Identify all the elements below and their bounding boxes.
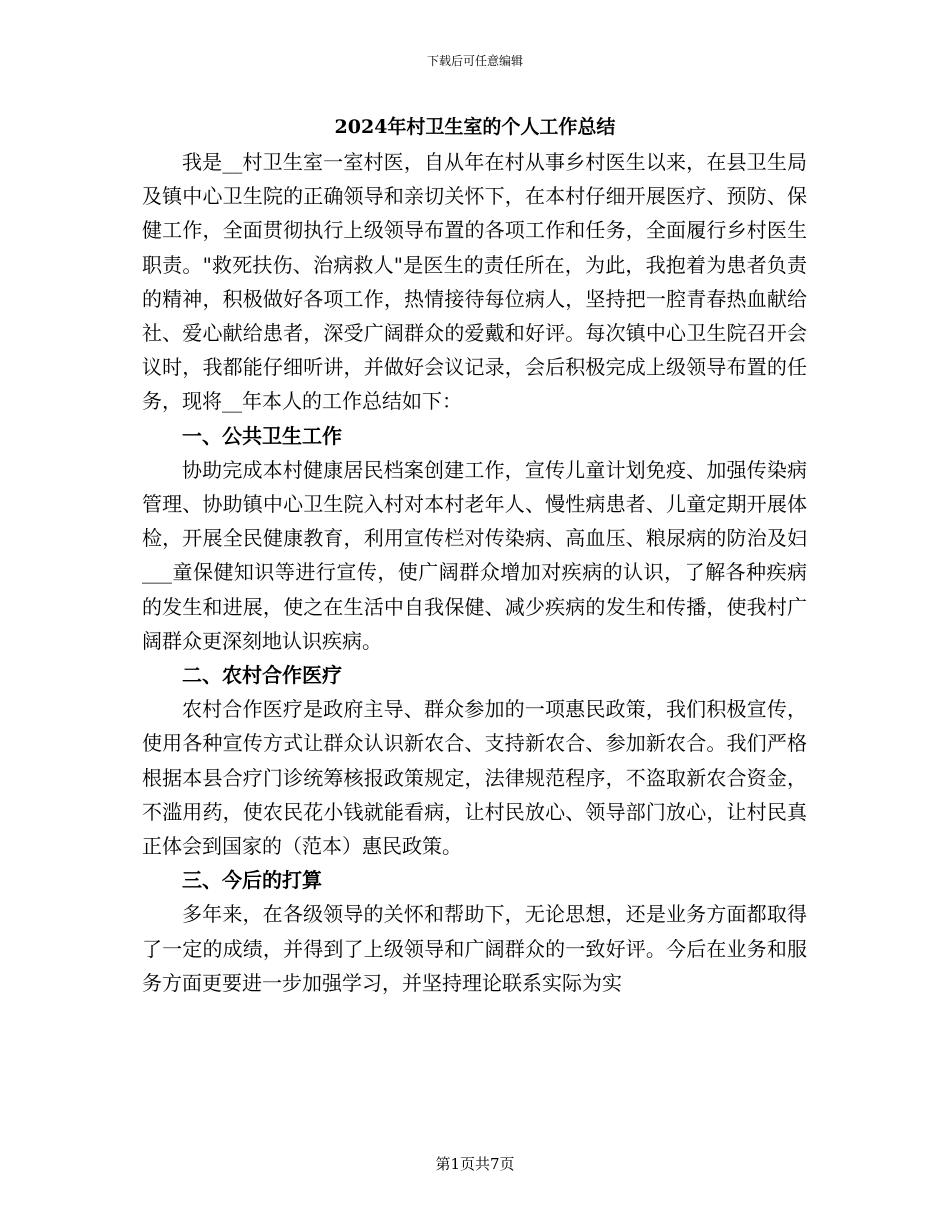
page-number: 第1页共7页 <box>435 1155 515 1173</box>
section-body-public-health: 协助完成本村健康居民档案创建工作，宣传儿童计划免疫、加强传染病管理、协助镇中心卫生院入村对本村老年人、慢性病患者、儿童定期开展体检，开展全民健康教育，利用宣传栏对传染病、高血压、粮尿病的防治及妇___童保健知识等进行宣传，使广阔群众增加对疾病的认识，了解各种疾病的发生和进展，使之在生活中自我保健、减少疾病的发生和传播，使我村广阔群众更深刻地认识疾病。 <box>142 457 807 653</box>
document-title: 2024年村卫生室的个人工作总结 <box>334 116 616 138</box>
section-heading-cooperative-medical: 二、农村合作医疗 <box>182 663 342 688</box>
section-heading-public-health: 一、公共卫生工作 <box>182 423 342 448</box>
intro-paragraph: 我是__村卫生室一室村医，自从年在村从事乡村医生以来，在县卫生局及镇中心卫生院的正确领导和亲切关怀下，在本村仔细开展医疗、预防、保健工作，全面贯彻执行上级领导布置的各项工作和任务，全面履行乡村医生职责。"救死扶伤、治病救人"是医生的责任所在，为此，我抱着为患者负责的精神，积极做好各项工作，热情接待每位病人，坚持把一腔青春热血献给社、爱心献给患者，深受广阔群众的爱戴和好评。每次镇中心卫生院召开会议时，我都能仔细听讲，并做好会议记录，会后积极完成上级领导布置的任务，现将__年本人的工作总结如下： <box>142 150 807 414</box>
section-body-future-plans: 多年来，在各级领导的关怀和帮助下，无论思想，还是业务方面都取得了一定的成绩，并得到了上级领导和广阔群众的一致好评。今后在业务和服务方面更要进一步加强学习，并坚持理论联系实际为实 <box>142 902 807 995</box>
section-heading-future-plans: 三、今后的打算 <box>182 868 322 893</box>
section-body-cooperative-medical: 农村合作医疗是政府主导、群众参加的一项惠民政策，我们积极宣传，使用各种宣传方式让群众认识新农合、支持新农合、参加新农合。我们严格根据本县合疗门诊统筹核报政策规定，法律规范程序，不盗取新农合资金，不滥用药，使农民花小钱就能看病，让村民放心、领导部门放心，让村民真正体会到国家的（范本）惠民政策。 <box>142 697 807 859</box>
document-body <box>142 145 807 1000</box>
header-note: 下载后可任意编辑 <box>426 54 523 68</box>
